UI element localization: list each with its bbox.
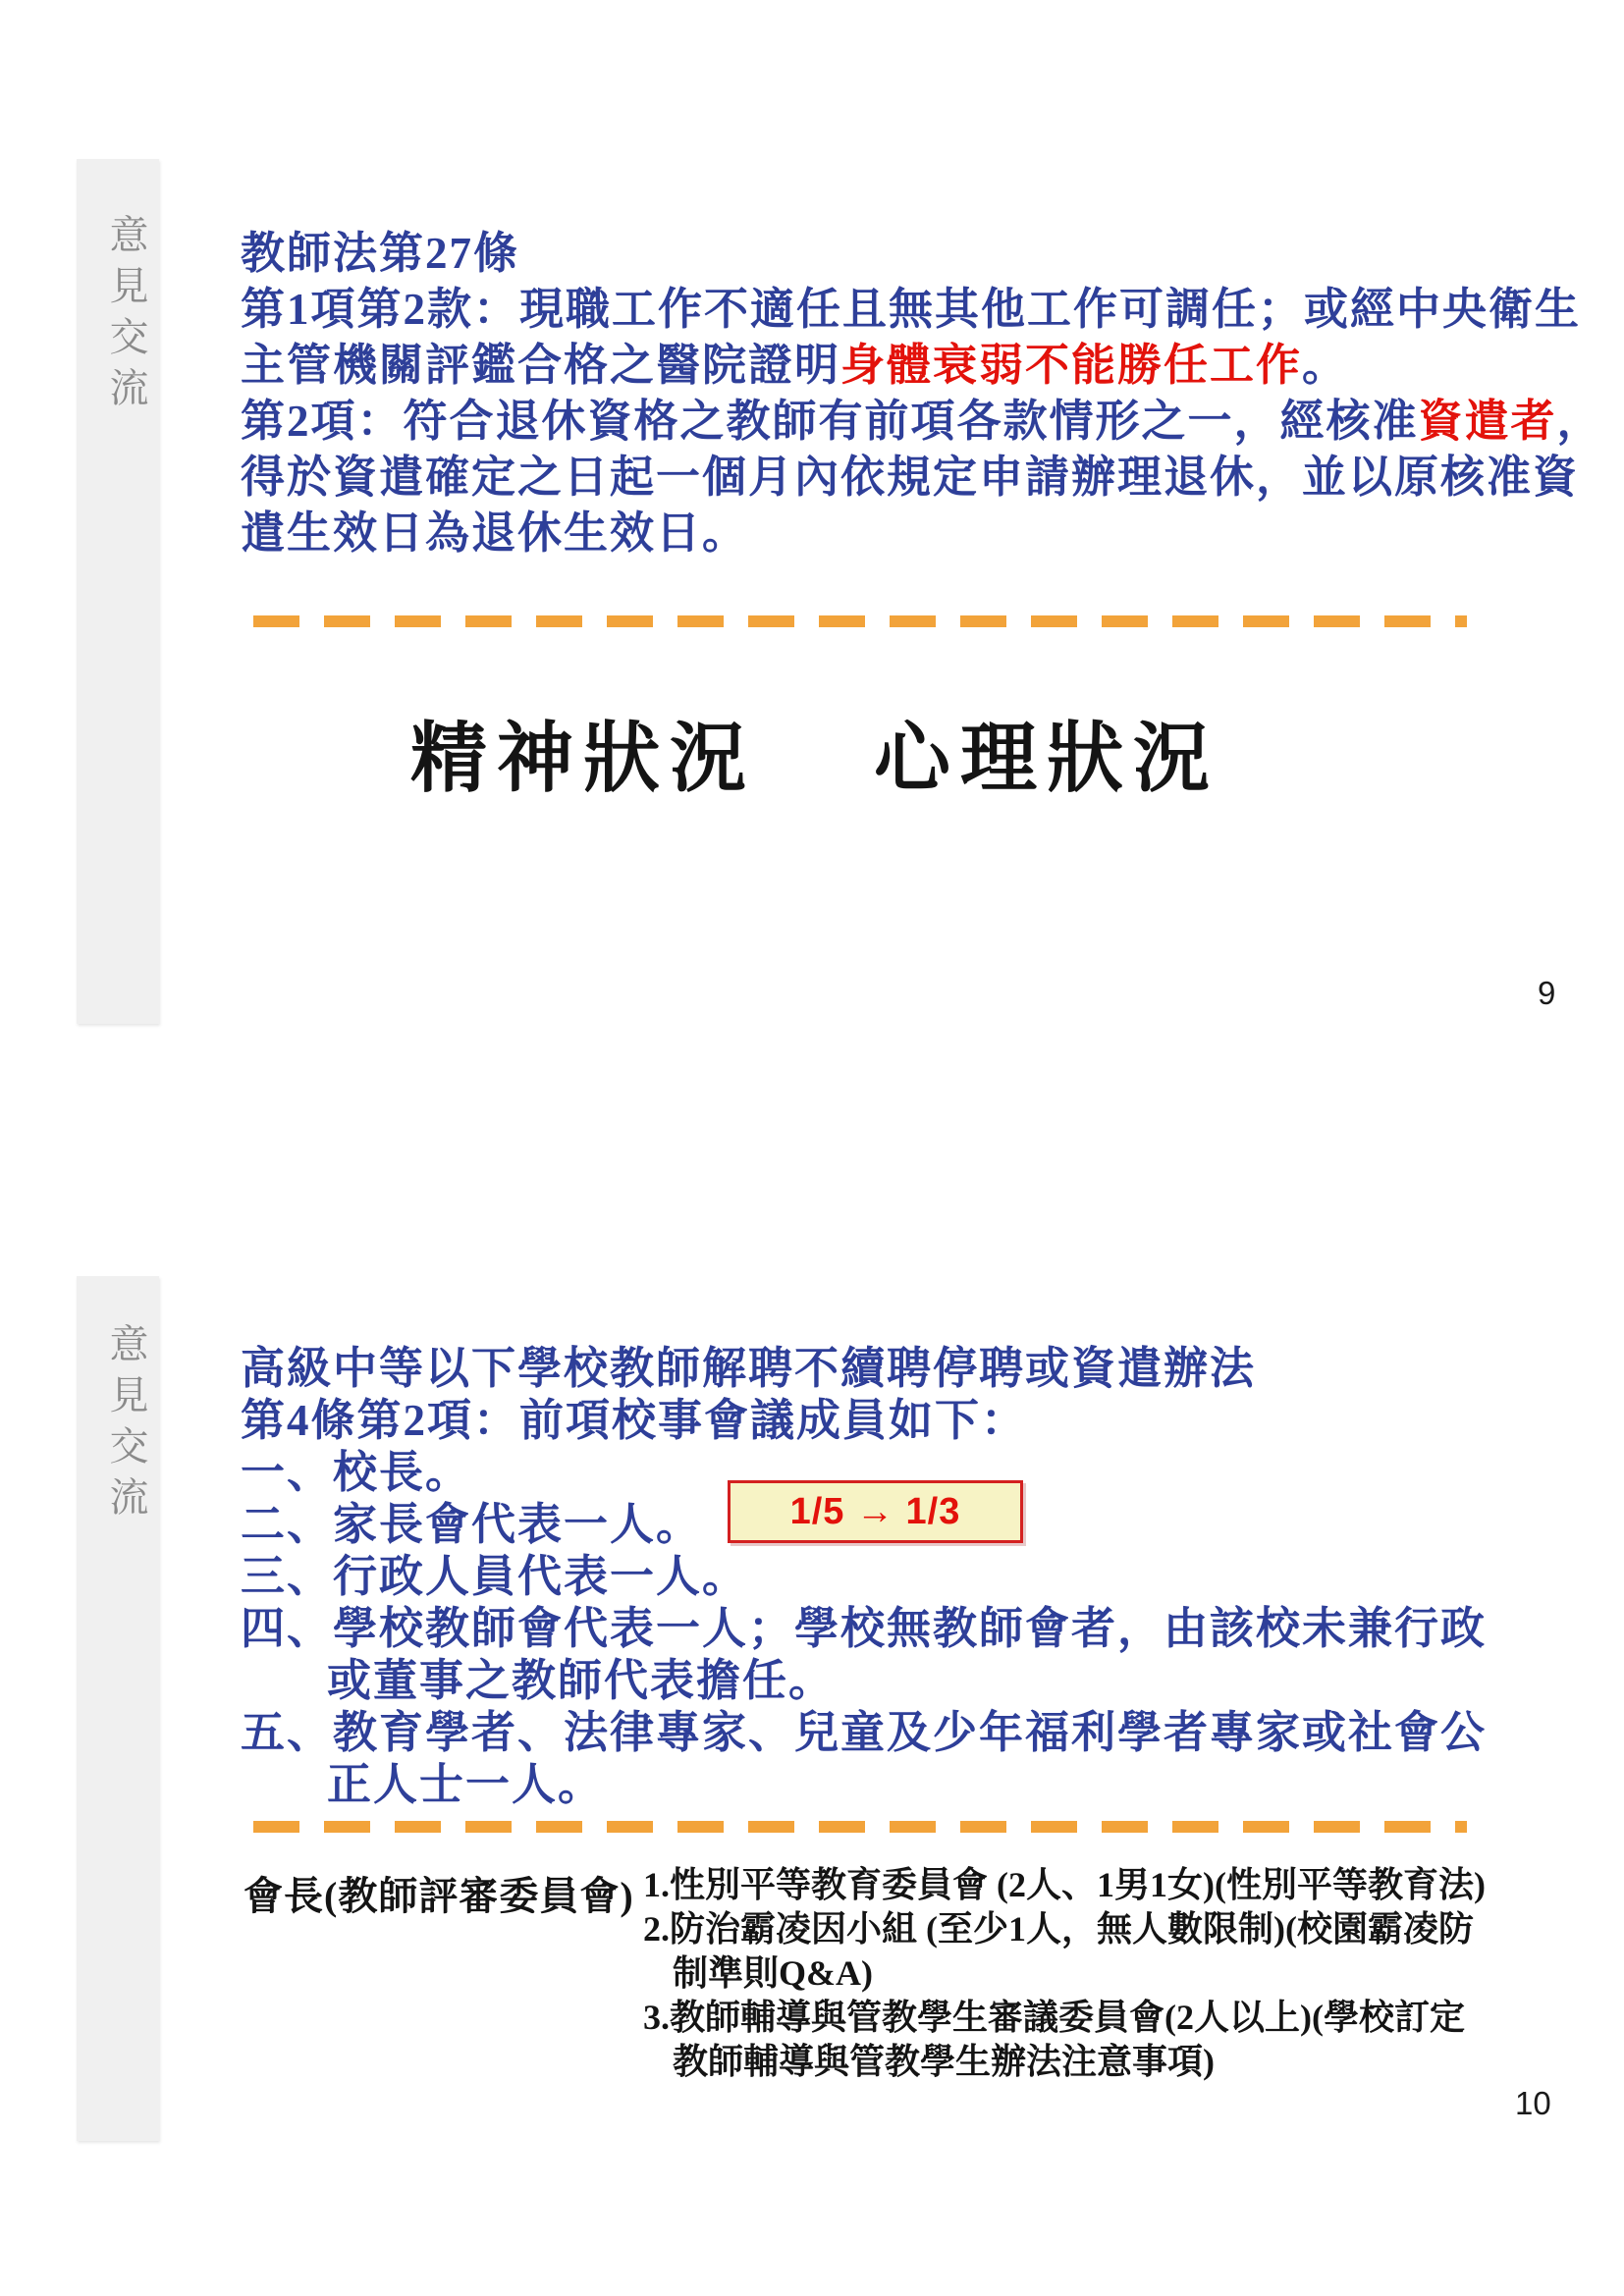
slide2-item5-continued: 正人士一人。 (327, 1760, 605, 1809)
slide1-line2: 第1項第2款：現職工作不適任且無其他工作可調任；或經中央衛生 (241, 285, 1582, 334)
slide2-footer-committee-list (643, 1863, 1546, 2084)
slide2-item1: 一、校長。 (241, 1448, 472, 1497)
big-heading-mental-state: 精神狀況 (410, 716, 757, 801)
committee-item-3-continued: 教師輔導與管教學生辦法注意事項) (673, 2042, 1215, 2081)
slide2-item2: 二、家長會代表一人。 (241, 1500, 703, 1549)
slide2-item4-continued: 或董事之教師代表擔任。 (327, 1656, 836, 1705)
slide1-line3 (241, 338, 1517, 394)
slide1-line4 (241, 394, 1603, 450)
orange-dashed-divider-slide2 (253, 1821, 1467, 1833)
sidebar-vertical-label-slide2: 意見交流 (104, 1323, 148, 1527)
slide1-line3-tail: 。 (1302, 341, 1349, 390)
slide2-item3: 三、行政人員代表一人。 (241, 1552, 749, 1601)
slide1-title-line: 教師法第27條 (241, 229, 520, 278)
slide1-line3-red-highlight: 身體衰弱不能勝任工作 (840, 341, 1303, 390)
committee-item-2: 2.防治霸凌因小組 (至少1人，無人數限制)(校園霸凌防 (643, 1909, 1474, 1949)
orange-dashed-divider-slide1 (253, 615, 1467, 627)
committee-item-2-continued: 制準則Q&A) (673, 1953, 873, 1993)
slide1-body-text (241, 226, 1603, 561)
sidebar-vertical-label-slide1: 意見交流 (104, 214, 148, 418)
ratio-change-badge-text: 1/5 → 1/3 (789, 1490, 961, 1532)
slide1-big-heading (410, 697, 1219, 807)
slide2-footer-chairman-note: 會長(教師評審委員會) (244, 1874, 634, 1918)
slide1-line4-tail: ， (1556, 397, 1603, 446)
slide2-item4: 四、學校教師會代表一人；學校無教師會者，由該校未兼行政 (241, 1604, 1488, 1653)
slide2-item5: 五、教育學者、法律專家、兒童及少年福利學者專家或社會公 (241, 1708, 1488, 1757)
slide1-line6: 遣生效日為退休生效日。 (241, 508, 749, 558)
slide1-line4-blue: 第2項：符合退休資格之教師有前項各款情形之一，經核准 (241, 397, 1419, 446)
slide2-line2: 第4條第2項：前項校事會議成員如下： (241, 1396, 1028, 1445)
page-number-9: 9 (1538, 975, 1556, 1011)
slide1-line5: 得於資遣確定之日起一個月內依規定申請辦理退休，並以原核准資 (241, 453, 1580, 502)
slide1-line4-red-highlight: 資遣者 (1418, 397, 1557, 446)
slide2-body-text (241, 1343, 1517, 1811)
page-number-10: 10 (1515, 2085, 1551, 2121)
ratio-change-badge (728, 1480, 1023, 1543)
committee-item-3: 3.教師輔導與管教學生審議委員會(2人以上)(學校訂定 (643, 1998, 1465, 2037)
slide1-line3-blue: 主管機關評鑑合格之醫院證明 (241, 341, 841, 390)
committee-item-1: 1.性別平等教育委員會 (2人、1男1女)(性別平等教育法) (643, 1865, 1486, 1904)
slide2-title-line: 高級中等以下學校教師解聘不續聘停聘或資遣辦法 (241, 1344, 1257, 1393)
big-heading-psychological-state: 心理狀況 (874, 716, 1220, 801)
